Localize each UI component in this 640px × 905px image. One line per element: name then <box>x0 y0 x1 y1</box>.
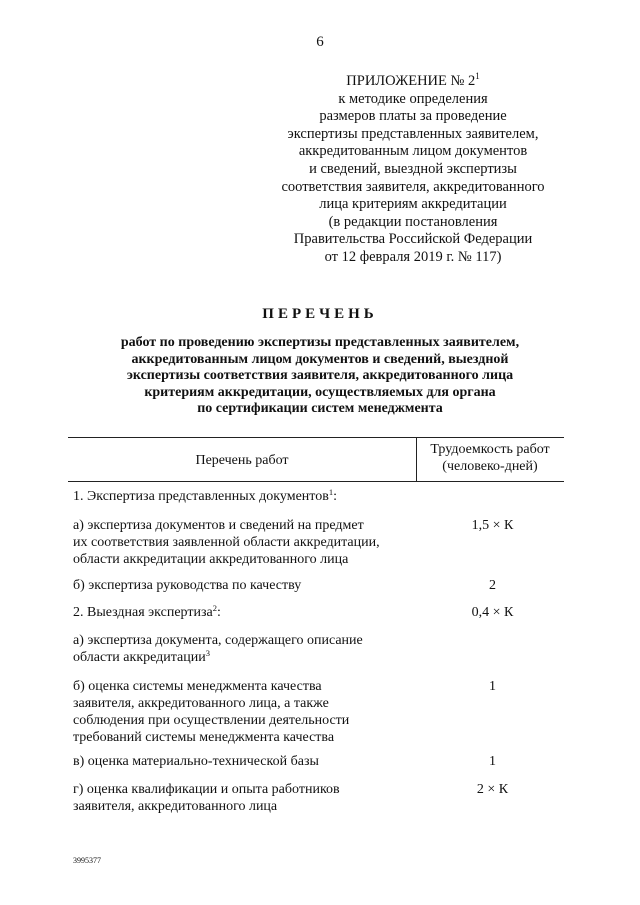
table-row <box>73 753 413 770</box>
table-top-rule <box>68 437 564 438</box>
table-row-line <box>73 678 413 695</box>
header-labor-line2: (человеко-дней) <box>442 459 538 474</box>
header-labor-line1: Трудоемкость работ <box>430 442 550 457</box>
row-text: а) экспертиза документа, содержащего описание <box>73 633 363 648</box>
labor-value: 1 <box>489 754 496 769</box>
header-labor <box>416 441 564 475</box>
labor-value: 2 <box>489 578 496 593</box>
appendix-line: Правительства Российской Федерации <box>293 231 533 248</box>
appendix-line: экспертизы представленных заявителем, <box>287 125 539 142</box>
table-row <box>73 577 413 594</box>
labor-value: 1,5 × К <box>471 518 514 533</box>
appendix-title-text: ПРИЛОЖЕНИЕ № 2 <box>346 73 476 89</box>
footnote-marker: 1 <box>328 487 334 497</box>
appendix-line: аккредитованным лицом документов <box>298 143 528 160</box>
row-text: а) экспертиза документов и сведений на предмет <box>73 518 364 533</box>
row-text: области аккредитации <box>73 650 206 665</box>
table-row-line <box>73 488 413 505</box>
row-text: б) экспертиза руководства по качеству <box>73 578 302 593</box>
table-row-line <box>73 695 413 712</box>
appendix-title-footnote: 1 <box>475 71 480 81</box>
subtitle-line: экспертизы соответствия заявителя, аккредитованного лица <box>126 368 514 383</box>
table-row-line <box>73 577 413 594</box>
table-row-line <box>73 798 413 815</box>
row-text: требований системы менеджмента качества <box>73 730 335 745</box>
subtitle-line: критериям аккредитации, осуществляемых для органа <box>144 384 496 400</box>
appendix-line: размеров платы за проведение <box>319 108 507 125</box>
appendix-line: и сведений, выездной экспертизы <box>309 160 517 177</box>
row-text: соблюдения при осуществлении деятельности <box>73 713 350 728</box>
appendix-line: (в редакции постановления <box>328 213 498 230</box>
labor-value: 2 × К <box>476 782 509 797</box>
table-row-line <box>73 781 413 798</box>
header-works: Перечень работ <box>195 453 289 468</box>
footnote-marker: 3 <box>205 648 210 658</box>
labor-value: 0,4 × К <box>471 605 514 620</box>
table-row-line <box>73 649 413 666</box>
table-row <box>73 604 413 621</box>
row-text-suffix: : <box>333 489 337 504</box>
subtitle-line: аккредитованным лицом документов и сведений, выездной <box>131 351 509 367</box>
appendix-title <box>258 73 568 91</box>
table-header-bottom-rule <box>68 481 564 482</box>
table-row <box>73 678 413 746</box>
row-text-suffix: : <box>216 605 221 620</box>
appendix-block <box>258 73 568 267</box>
subtitle-line: работ по проведению экспертизы представленных заявителем, <box>120 335 520 350</box>
table-row-line <box>73 729 413 746</box>
appendix-line: от 12 февраля 2019 г. № 117) <box>324 248 502 265</box>
row-text: заявителя, аккредитованного лица, а также <box>73 696 329 711</box>
table-row <box>73 781 413 815</box>
labor-value: 1 <box>489 679 496 694</box>
table-row-line <box>73 534 413 551</box>
row-text: в) оценка материально-технической базы <box>73 754 319 769</box>
table-row <box>73 517 413 568</box>
row-text: их соответствия заявленной области аккредитации, <box>73 535 380 550</box>
appendix-line: к методике определения <box>338 90 488 107</box>
page-number: 6 <box>316 34 324 50</box>
row-text: заявителя, аккредитованного лица <box>73 799 278 814</box>
table-row-line <box>73 604 413 621</box>
appendix-line: лица критериям аккредитации <box>319 196 507 213</box>
table-row <box>73 488 413 505</box>
table-row-line <box>73 632 413 649</box>
table-row-line <box>73 551 413 568</box>
row-text: 1. Экспертиза представленных документов <box>73 489 329 504</box>
document-subtitle <box>90 335 550 418</box>
row-text: области аккредитации аккредитованного лица <box>73 552 349 567</box>
document-code: 3995377 <box>73 856 101 865</box>
footnote-marker: 2 <box>212 603 217 613</box>
table-row <box>73 632 413 666</box>
appendix-lines <box>258 91 568 267</box>
row-text: б) оценка системы менеджмента качества <box>73 679 322 694</box>
row-text: г) оценка квалификации и опыта работников <box>73 782 340 797</box>
row-text: 2. Выездная экспертиза <box>73 605 213 620</box>
table-row-line <box>73 517 413 534</box>
document-title: ПЕРЕЧЕНЬ <box>262 306 378 322</box>
table-row-line <box>73 712 413 729</box>
table-row-line <box>73 753 413 770</box>
appendix-line: соответствия заявителя, аккредитованного <box>281 178 545 195</box>
subtitle-line: по сертификации систем менеджмента <box>197 401 443 416</box>
